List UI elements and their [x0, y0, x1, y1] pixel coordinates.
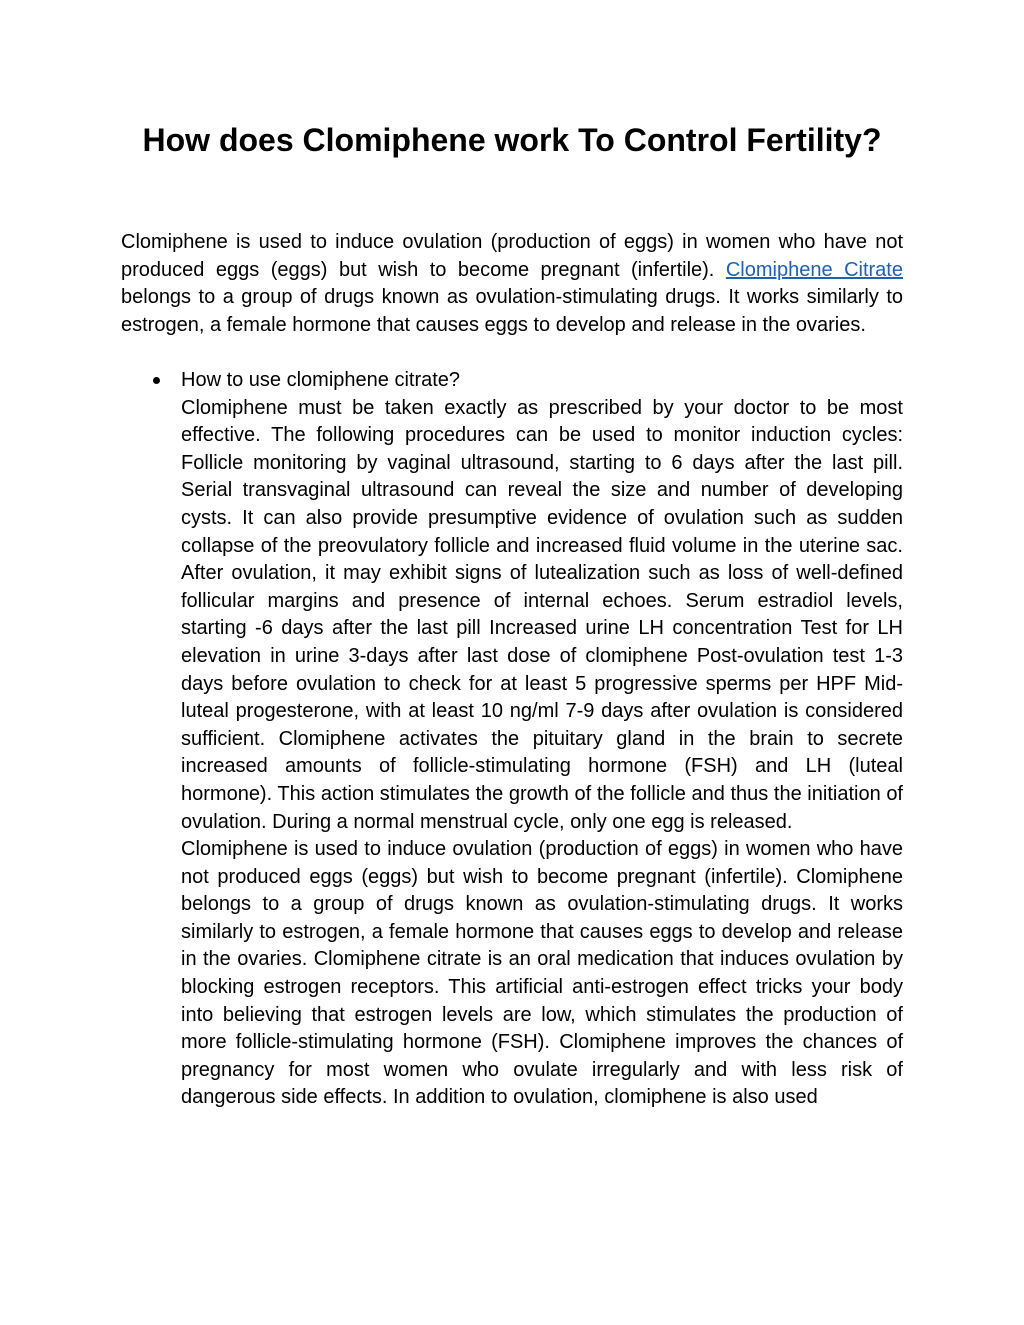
intro-text-start: Clomiphene is used to induce ovulation (production of eggs) in women who have not produced eggs (eggs) but wish to become pregnant (infertile). [121, 231, 903, 281]
page-title: How does Clomiphene work To Control Fertility? [142, 122, 882, 158]
list-item [121, 367, 903, 1112]
bullet-list [121, 367, 903, 1112]
intro-text-end: belongs to a group of drugs known as ovulation-stimulating drugs. It works similarly to estrogen, a female hormone that causes eggs to develop and release in the ovaries. [121, 286, 903, 336]
intro-paragraph [121, 229, 903, 339]
body-paragraph: Clomiphene must be taken exactly as prescribed by your doctor to be most effective. The following procedures can be used to monitor induction cycles: Follicle monitoring by vaginal ultrasound, starting to 6 days after the last pill. Serial transvaginal ultrasound can reveal the size and number of developing cysts. It can also provide presumptive evidence of ovulation such as sudden collapse of the preovulatory follicle and increased fluid volume in the uterine sac. After ovulation, it may exhibit signs of lutealization such as loss of well-defined follicular margins and presence of internal echoes. Serum estradiol levels, starting -6 days after the last pill Increased urine LH concentration Test for LH elevation in urine 3-days after last dose of clomiphene Post-ovulation test 1-3 days before ovulation to check for at least 5 progressive sperms per HPF Mid-luteal progesterone, with at least 10 ng/ml 7-9 days after ovulation is considered sufficient. Clomiphene activates the pituitary gland in the brain to secrete increased amounts of follicle-stimulating hormone (FSH) and LH (luteal hormone). This action stimulates the growth of the follicle and thus the initiation of ovulation. During a normal menstrual cycle, only one egg is released. [181, 396, 903, 833]
body-paragraph: Clomiphene is used to induce ovulation (production of eggs) in women who have not produced eggs (eggs) but wish to become pregnant (infertile). Clomiphene belongs to a group of drugs known as ovulation-stimulating drugs. It works similarly to estrogen, a female hormone that causes eggs to develop and release in the ovaries. Clomiphene citrate is an oral medication that induces ovulation by blocking estrogen receptors. This artificial anti-estrogen effect tricks your body into believing that estrogen levels are low, which stimulates the production of more follicle-stimulating hormone (FSH). Clomiphene improves the chances of pregnancy for most women who ovulate irregularly and with less risk of dangerous side effects. In addition to ovulation, clomiphene is also used [181, 838, 903, 1109]
bullet-heading: How to use clomiphene citrate? [181, 369, 461, 391]
clomiphene-citrate-link[interactable]: Clomiphene Citrate [725, 258, 903, 281]
bullet-dot-icon [153, 377, 160, 384]
